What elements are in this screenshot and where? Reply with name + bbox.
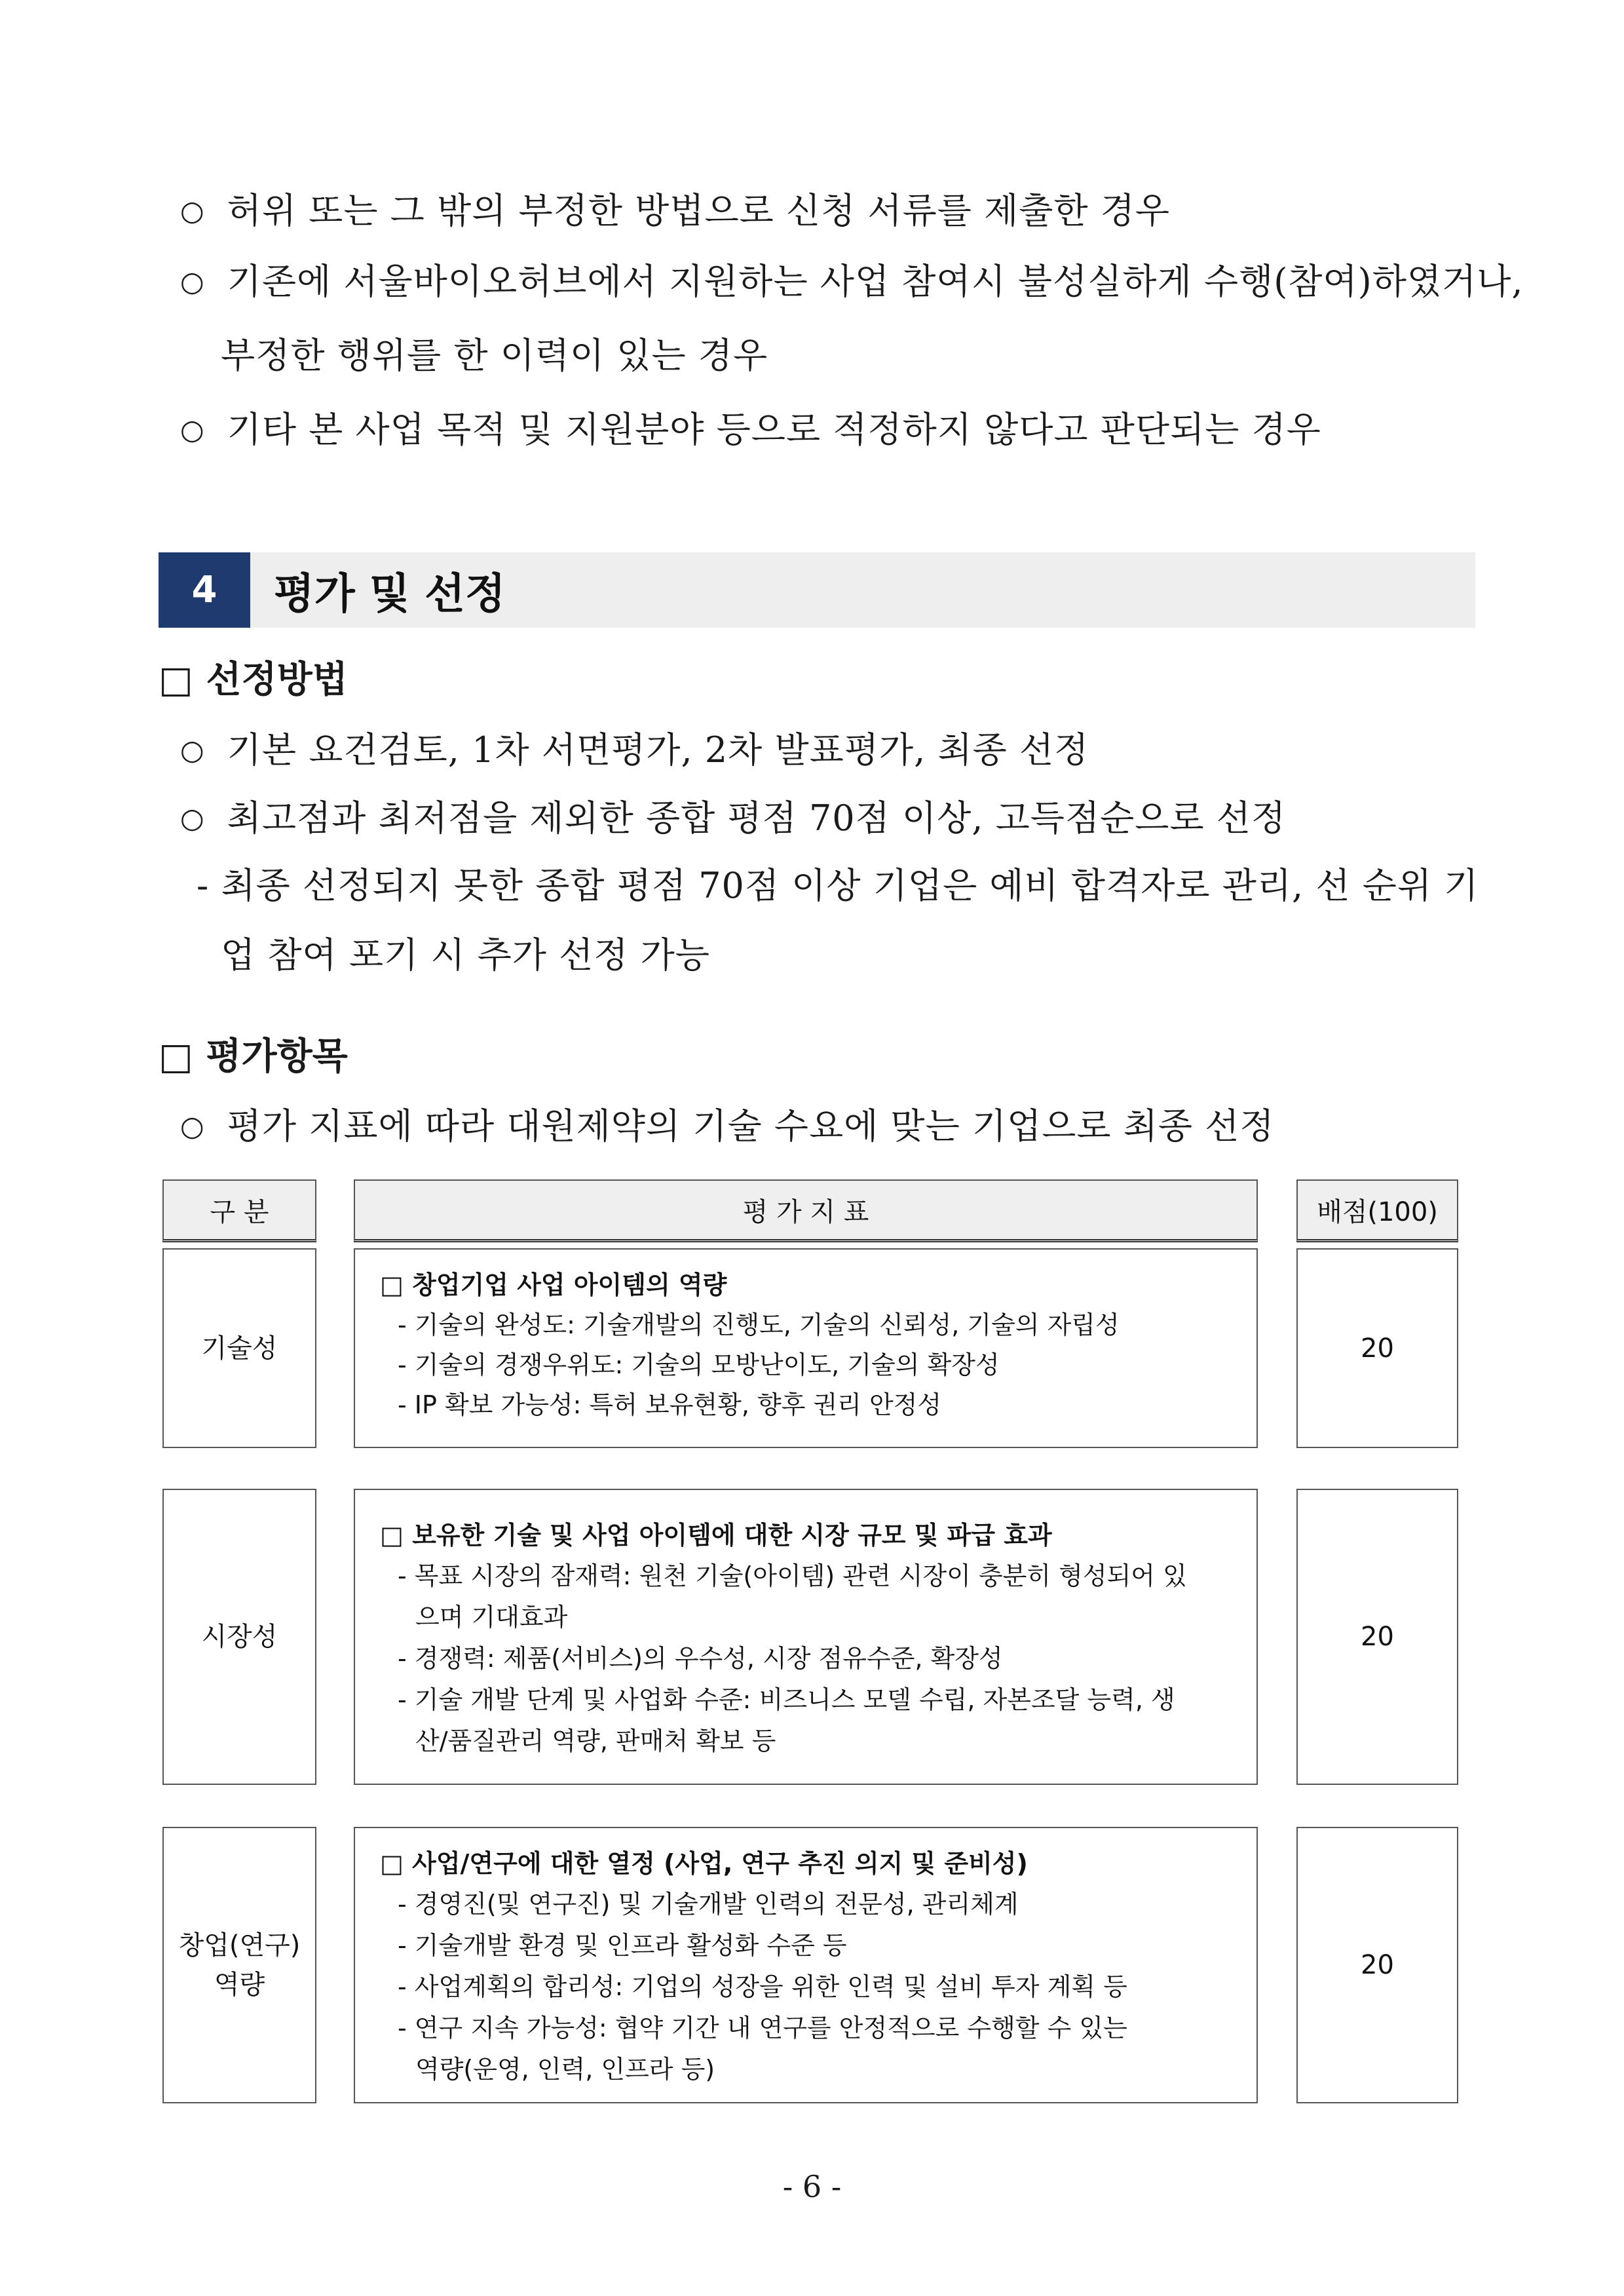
table-row-score: 20: [1296, 1827, 1458, 2103]
page-number: - 6 -: [782, 2169, 842, 2204]
table-row-score: 20: [1296, 1248, 1458, 1448]
selection-heading: □ 선정방법: [159, 659, 348, 701]
selection-sub-item: - 최종 선정되지 못한 종합 평점 70점 이상 기업은 예비 합격자로 관리, 선 순위 기: [197, 865, 1479, 906]
bullet-prior-misconduct-cont: 부정한 행위를 한 이력이 있는 경우: [221, 335, 768, 376]
table-row-indicators: □ 사업/연구에 대한 열정 (사업, 연구 추진 의지 및 준비성) - 경영진(및 연구진) 및 기술개발 인력의 전문성, 관리체계 - 기술개발 환경 및 인프라 활성화 수준 등 - 사업계획의 합리성: 기업의 성장을 위한 인력 및 설비 투자 계획 등 - 연구 지속 가능성: 협약 기간 내 연구를 안정적으로 수행할 수 있는 역량(운영, 인력, 인프라 등): [354, 1827, 1258, 2103]
evaluation-intro: ○ 평가 지표에 따라 대원제약의 기술 수요에 맞는 기업으로 최종 선정: [180, 1105, 1275, 1147]
table-row-indicators: □ 창업기업 사업 아이템의 역량 - 기술의 완성도: 기술개발의 진행도, 기술의 신뢰성, 기술의 자립성 - 기술의 경쟁우위도: 기술의 모방난이도, 기술의 확장성 - IP 확보 가능성: 특허 보유현황, 향후 권리 안정성: [354, 1248, 1258, 1448]
selection-item: ○ 최고점과 최저점을 제외한 종합 평점 70점 이상, 고득점순으로 선정: [180, 797, 1287, 839]
bullet-prior-misconduct: ○ 기존에 서울바이오허브에서 지원하는 사업 참여시 불성실하게 수행(참여)하였거나,: [180, 261, 1524, 302]
table-row-category: 기술성: [162, 1248, 316, 1448]
table-row-category: 시장성: [162, 1489, 316, 1785]
table-header-score: 배점(100): [1296, 1179, 1458, 1242]
section-number: 4: [159, 552, 250, 628]
section-title: 평가 및 선정: [274, 569, 506, 619]
table-row-indicators: □ 보유한 기술 및 사업 아이템에 대한 시장 규모 및 파급 효과 - 목표 시장의 잠재력: 원천 기술(아이템) 관련 시장이 충분히 형성되어 있 으며 기대효과 - 경쟁력: 제품(서비스)의 우수성, 시장 점유수준, 확장성 - 기술 개발 단계 및 사업화 수준: 비즈니스 모델 수립, 자본조달 능력, 생 산/품질관리 역량, 판매처 확보 등: [354, 1489, 1258, 1785]
selection-sub-item-cont: 업 참여 포기 시 추가 선정 가능: [221, 934, 710, 976]
table-header-indicators: 평 가 지 표: [354, 1179, 1258, 1242]
evaluation-heading: □ 평가항목: [159, 1035, 348, 1078]
selection-item: ○ 기본 요건검토, 1차 서면평가, 2차 발표평가, 최종 선정: [180, 729, 1089, 771]
bullet-false-application: ○ 허위 또는 그 밖의 부정한 방법으로 신청 서류를 제출한 경우: [180, 190, 1171, 231]
table-row-category: 창업(연구) 역량: [162, 1827, 316, 2103]
section-header: [159, 552, 1475, 628]
table-row-score: 20: [1296, 1489, 1458, 1785]
table-header-category: 구 분: [162, 1179, 316, 1242]
bullet-not-appropriate: ○ 기타 본 사업 목적 및 지원분야 등으로 적정하지 않다고 판단되는 경우: [180, 409, 1321, 450]
